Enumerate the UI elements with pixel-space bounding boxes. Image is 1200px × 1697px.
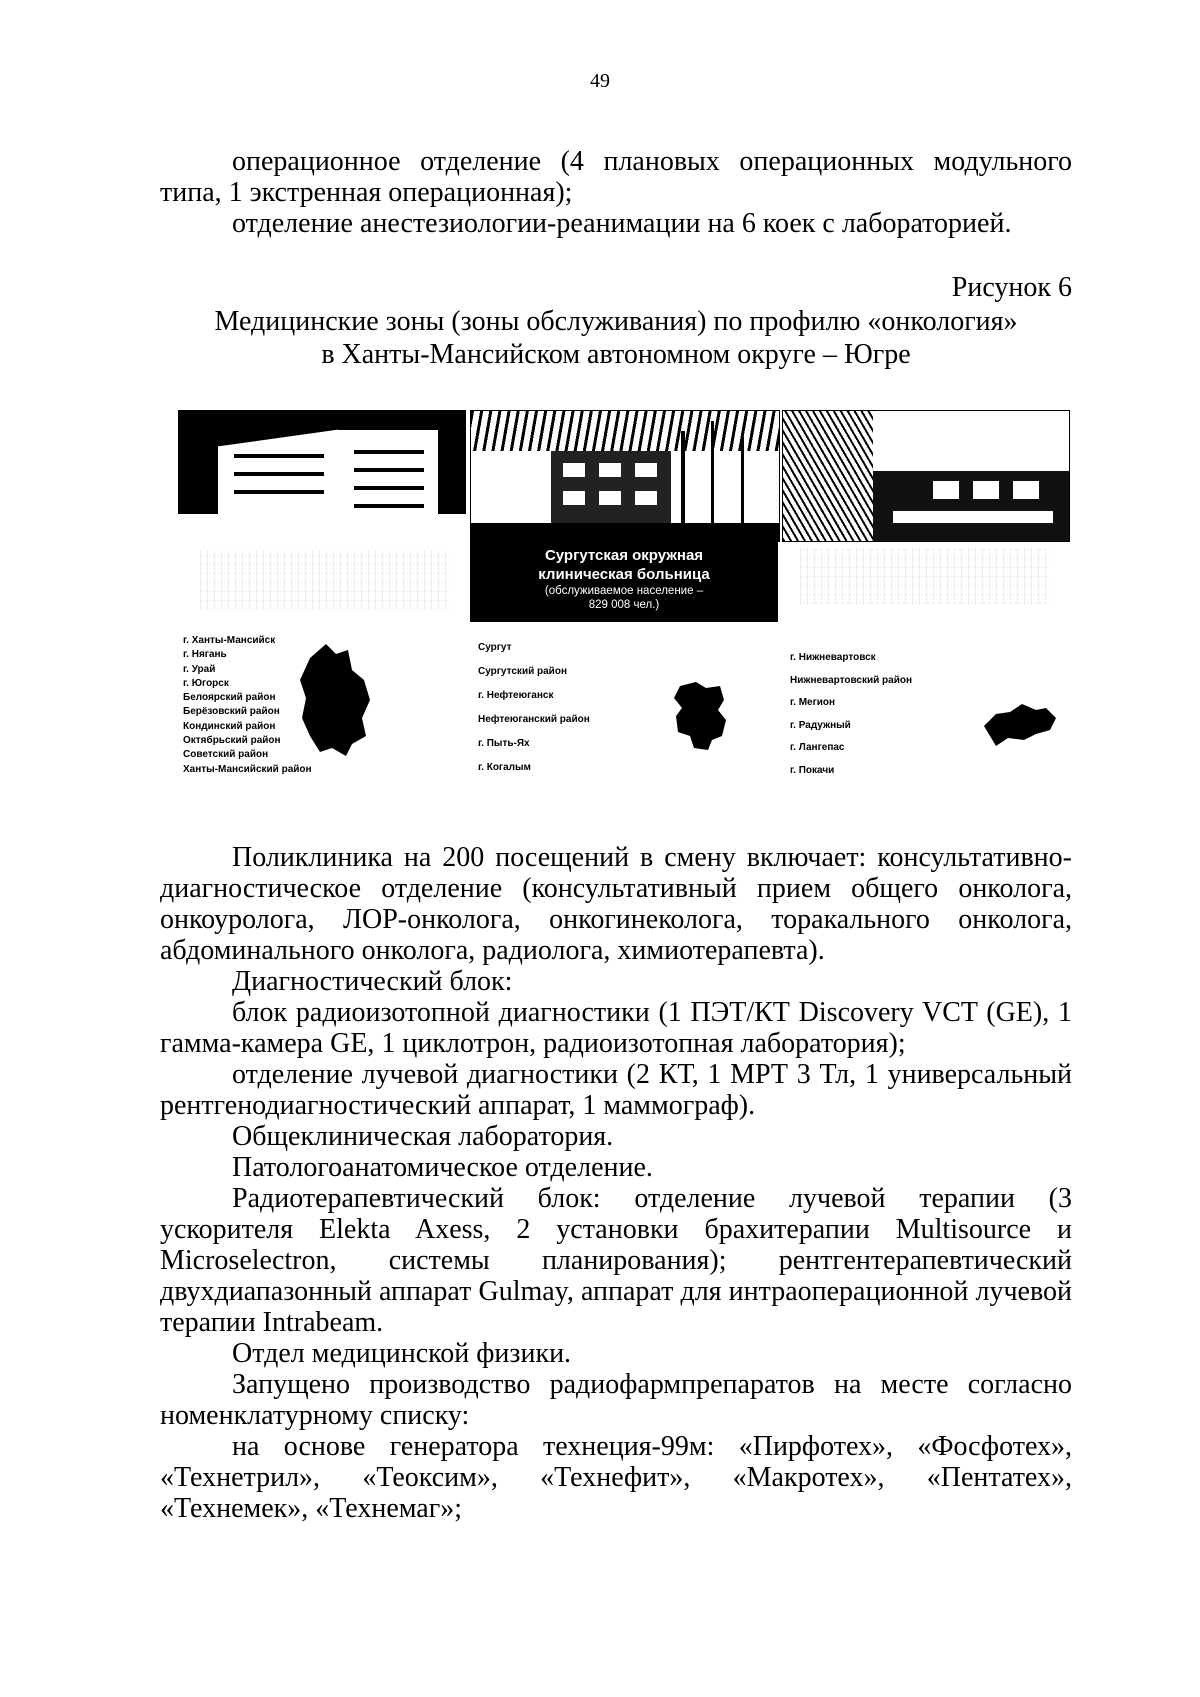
paragraph: Диагностический блок: bbox=[232, 966, 513, 997]
zone-list-1 bbox=[183, 634, 312, 777]
list-item: г. Пыть-Ях bbox=[478, 738, 530, 749]
list-item: Берёзовский район bbox=[183, 706, 280, 718]
paragraph: Общеклиническая лаборатория. bbox=[232, 1121, 614, 1152]
population-line2: 829 008 чел.) bbox=[588, 599, 660, 611]
list-item: г. Радужный bbox=[790, 719, 851, 731]
paragraph: операционное отделение (4 плановых операционных модульного типа, 1 экстренная операционная); bbox=[160, 146, 1072, 208]
list-item: г. Нефтеюганск bbox=[478, 690, 554, 701]
zone-map-3 bbox=[980, 700, 1060, 750]
zone-map-2 bbox=[672, 680, 728, 752]
list-item: Ханты-Мансийский район bbox=[183, 763, 312, 775]
paragraph: Поликлиника на 200 посещений в смену включает: консультативно-диагностическое отделение (консультативный прием общего онколога, онкоуролога, ЛОР-онколога, онкогинеколога, торакального онколога, абдоминального онколога, радиолога, химиотерапевта). bbox=[160, 842, 1072, 966]
list-item: Белоярский район bbox=[183, 692, 276, 704]
paragraph: Патологоанатомическое отделение. bbox=[232, 1152, 653, 1183]
zone-list-2 bbox=[478, 636, 590, 780]
paragraph: отделение лучевой диагностики (2 КТ, 1 МРТ 3 Тл, 1 универсальный рентгенодиагностический аппарат, 1 маммограф). bbox=[160, 1059, 1072, 1121]
paragraph: Отдел медицинской физики. bbox=[232, 1338, 572, 1369]
population-line1: (обслуживаемое население – bbox=[544, 585, 704, 597]
paragraph: на основе генератора технеция-99м: «Пирфотех», «Фосфотех», «Технетрил», «Теоксим», «Технефит», «Макротех», «Пентатех», «Технемек», «Технемаг»; bbox=[160, 1431, 1072, 1524]
list-item: Кондинский район bbox=[183, 720, 276, 732]
zone-list-3 bbox=[790, 647, 912, 782]
list-item: г. Нягань bbox=[183, 649, 227, 661]
list-item: Октябрьский район bbox=[183, 735, 281, 747]
paragraph: Запущено производство радиофармпрепаратов на месте согласно номенклатурному списку: bbox=[160, 1369, 1072, 1431]
body-text bbox=[160, 842, 1072, 1524]
page-number: 49 bbox=[590, 70, 610, 92]
hospital-photo-center bbox=[470, 410, 780, 542]
list-item: Сургут bbox=[478, 642, 512, 653]
paragraph: Радиотерапевтический блок: отделение лучевой терапии (3 ускорителя Elekta Axess, 2 установки брахитерапии Multisource и Microselectron, системы планирования); рентгентерапевтический двухдиапазонный аппарат Gulmay, аппарат для интраоперационной лучевой терапии Intrabeam. bbox=[160, 1183, 1072, 1338]
top-text bbox=[160, 146, 1072, 239]
list-item: Советский район bbox=[183, 749, 269, 761]
list-item: г. Ханты-Мансийск bbox=[183, 635, 276, 646]
hospital-photo-left bbox=[178, 410, 466, 540]
list-item: г. Когалым bbox=[478, 762, 531, 773]
list-item: Нефтеюганский район bbox=[478, 714, 590, 725]
zone-map-1 bbox=[296, 640, 376, 760]
list-item: г. Урай bbox=[183, 663, 216, 675]
figure-number: Рисунок 6 bbox=[951, 272, 1072, 303]
hospital-name-line2: клиническая больница bbox=[538, 566, 710, 583]
hospital-label bbox=[470, 540, 778, 622]
list-item: Сургутский район bbox=[478, 666, 567, 677]
hospital-photo-right bbox=[782, 410, 1070, 542]
list-item: г. Покачи bbox=[790, 764, 835, 776]
hospital-name-line1: Сургутская окружная bbox=[544, 547, 704, 564]
paragraph: блок радиоизотопной диагностики (1 ПЭТ/КТ Discovery VCT (GE), 1 гамма-камера GE, 1 циклотрон, радиоизотопная лаборатория); bbox=[160, 997, 1072, 1059]
figure-title-line1: Медицинские зоны (зоны обслуживания) по профилю «онкология» bbox=[214, 306, 1018, 337]
list-item: г. Нижневартовск bbox=[790, 652, 876, 663]
figure-title-line2: в Ханты-Мансийском автономном округе – Югре bbox=[321, 339, 911, 370]
list-item: г. Югорск bbox=[183, 677, 229, 689]
list-item: г. Мегион bbox=[790, 697, 836, 708]
list-item: г. Лангепас bbox=[790, 742, 845, 753]
paragraph: отделение анестезиологии-реанимации на 6 коек с лабораторией. bbox=[232, 208, 1012, 239]
list-item: Нижневартовский район bbox=[790, 674, 912, 686]
